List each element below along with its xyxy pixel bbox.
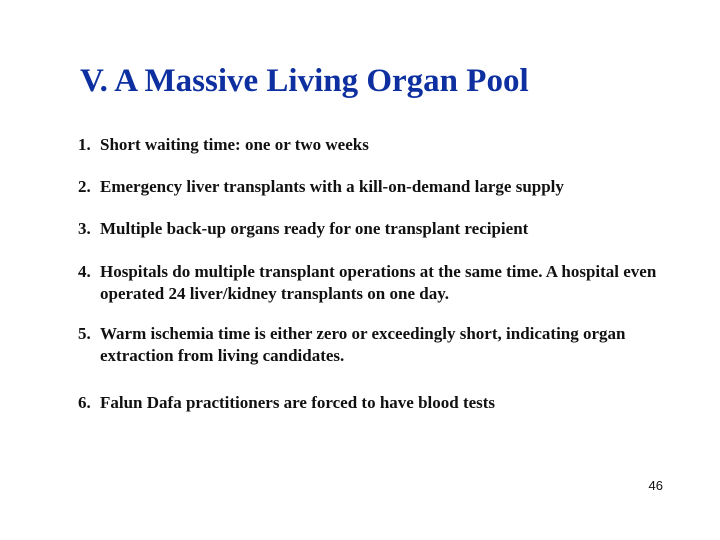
list-item [78,176,698,198]
list-item-text: Hospitals do multiple transplant operations at the same time. A hospital even operated 24 liver/kidney transplants on one day. [100,262,657,303]
list-item [78,218,698,240]
list-item-number: 3. [78,219,91,238]
list-item [78,323,698,367]
list-item-text: Multiple back-up organs ready for one transplant recipient [100,219,529,238]
list-item [78,261,698,305]
list-item-number: 6. [78,393,91,412]
list-item-text: Short waiting time: one or two weeks [100,135,369,154]
list-item-text: Warm ischemia time is either zero or exceedingly short, indicating organ extraction from living candidates. [100,324,626,365]
slide-page-number: 46 [648,478,663,493]
list-item-number: 2. [78,177,91,196]
list-item [78,392,698,414]
list-item-number: 5. [78,324,91,343]
list-item-text: Emergency liver transplants with a kill-on-demand large supply [100,177,564,196]
list-item-number: 4. [78,262,91,281]
slide-title: V. A Massive Living Organ Pool [80,63,529,99]
list-item-text: Falun Dafa practitioners are forced to have blood tests [100,393,496,412]
list-item-number: 1. [78,135,91,154]
list-item [78,134,698,156]
